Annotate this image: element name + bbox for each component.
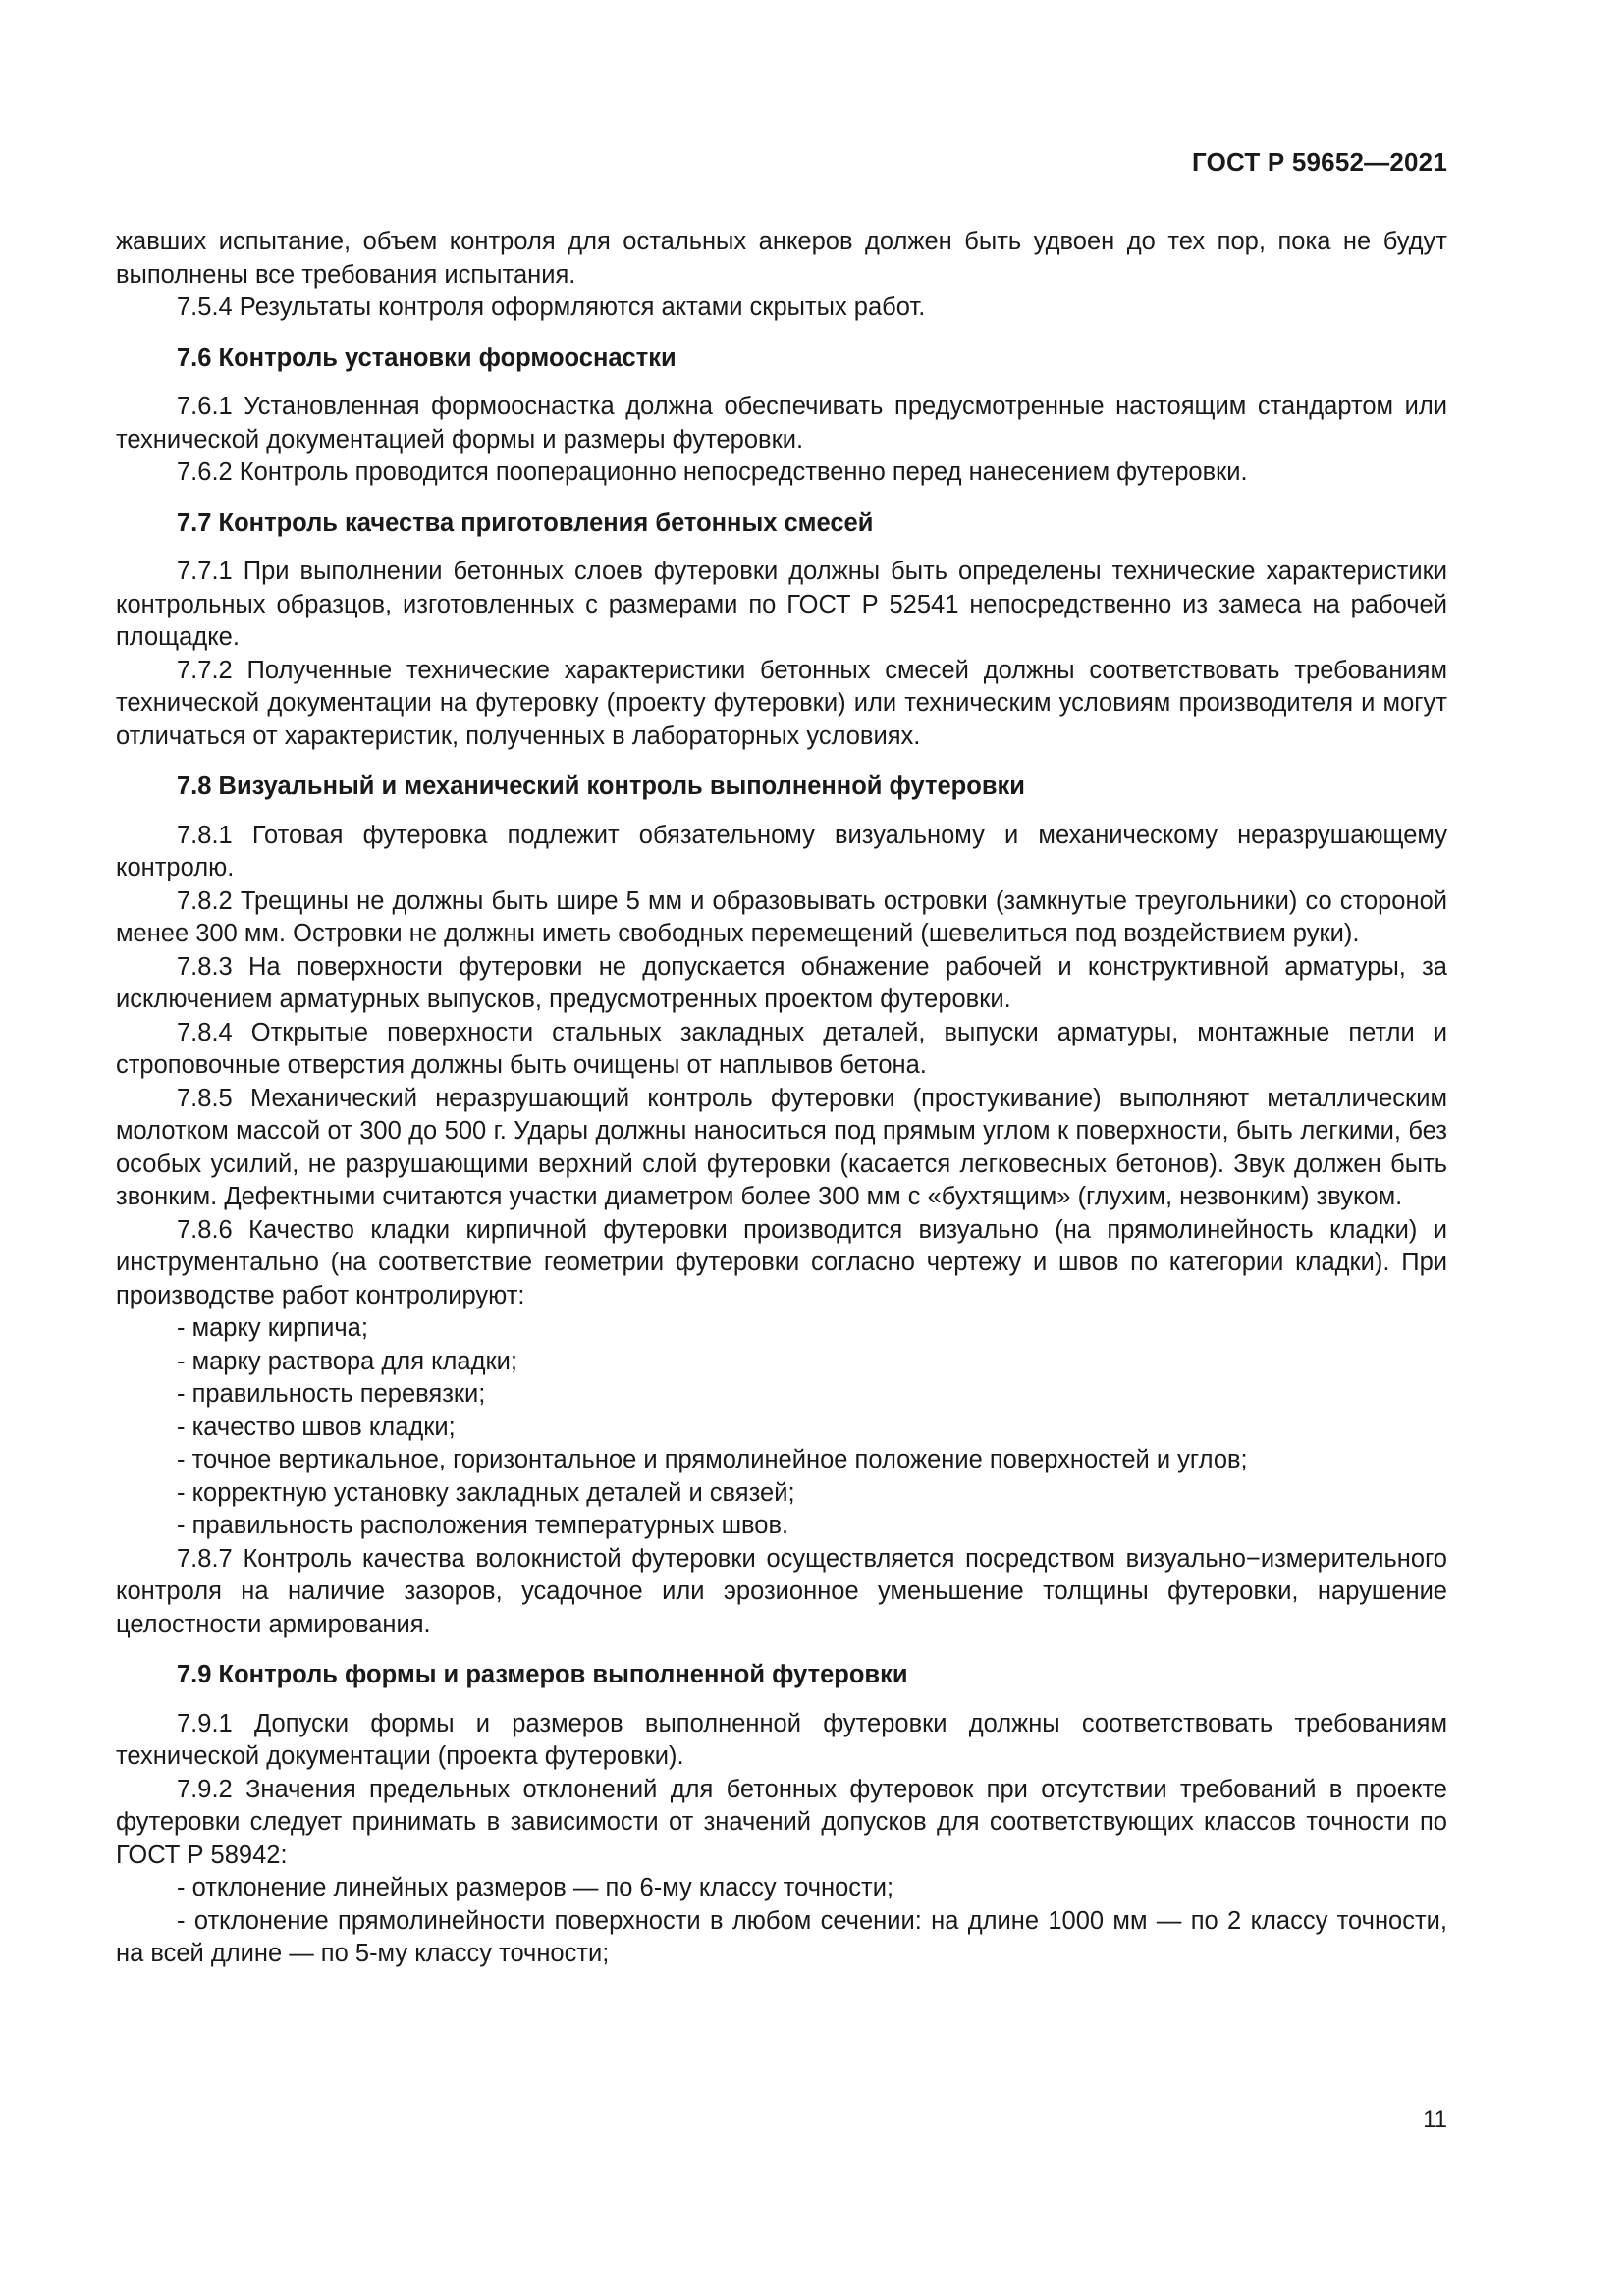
list-item: - правильность расположения температурных швов.	[177, 1512, 789, 1539]
paragraph: - отклонение прямолинейности поверхности в любом сечении: на длине 1000 мм — по 2 классу точности, на всей длине — по 5-му классу точности;	[116, 1906, 1447, 1967]
page-number: 11	[1423, 2107, 1447, 2133]
section-heading: 7.6 Контроль установки формооснастки	[177, 344, 677, 372]
section-heading: 7.9 Контроль формы и размеров выполненной футеровки	[177, 1661, 908, 1688]
document-header: ГОСТ Р 59652—2021	[1192, 147, 1447, 177]
paragraph: 7.8.7 Контроль качества волокнистой футеровки осуществляется посредством визуально−измерительного контроля на наличие зазоров, усадочное или эрозионное уменьшение толщины футеровки, нарушение целостности армирования.	[116, 1544, 1447, 1638]
paragraph: 7.9.1 Допуски формы и размеров выполненной футеровки должны соответствовать требованиям технической документации (проекта футеровки).	[116, 1709, 1447, 1770]
list-item: - марку раствора для кладки;	[177, 1347, 517, 1375]
paragraph: - отклонение линейных размеров — по 6-му классу точности;	[177, 1874, 894, 1901]
section-heading: 7.8 Визуальный и механический контроль выполненной футеровки	[177, 773, 1025, 800]
paragraph: 7.7.1 При выполнении бетонных слоев футеровки должны быть определены технические характеристики контрольных образцов, изготовленных с размерами по ГОСТ Р 52541 непосредственно из замеса на рабочей площадке.	[116, 558, 1447, 651]
paragraph: 7.9.2 Значения предельных отклонений для бетонных футеровок при отсутствии требований в проекте футеровки следует принимать в зависимости от значений допусков для соответствующих классов точности по ГОСТ Р 58942:	[116, 1775, 1447, 1869]
paragraph: 7.8.2 Трещины не должны быть шире 5 мм и образовывать островки (замкнутые треугольники) со стороной менее 300 мм. Островки не должны иметь свободных перемещений (шевелиться под воздействием руки).	[116, 886, 1447, 947]
list-item: - правильность перевязки;	[177, 1380, 486, 1408]
list-item: - качество швов кладки;	[177, 1413, 456, 1441]
paragraph: 7.6.1 Установленная формооснастка должна обеспечивать предусмотренные настоящим стандартом или технической документацией формы и размеры футеровки.	[116, 393, 1447, 454]
list-item: - точное вертикальное, горизонтальное и прямолинейное положение поверхностей и углов;	[177, 1446, 1248, 1473]
document-body	[116, 226, 1447, 1971]
paragraph: жавших испытание, объем контроля для остальных анкеров должен быть удвоен до тех пор, пока не будут выполнены все требования испытания.	[116, 228, 1447, 289]
paragraph: 7.8.1 Готовая футеровка подлежит обязательному визуальному и механическому неразрушающему контролю.	[116, 821, 1447, 881]
paragraph: 7.6.2 Контроль проводится пооперационно непосредственно перед нанесением футеровки.	[177, 458, 1248, 486]
paragraph: 7.8.6 Качество кладки кирпичной футеровки производится визуально (на прямолинейность кладки) и инструментально (на соответствие геометрии футеровки согласно чертежу и швов по категории кладки). При производстве работ контролируют:	[116, 1215, 1447, 1309]
paragraph: 7.5.4 Результаты контроля оформляются актами скрытых работ.	[177, 294, 926, 321]
paragraph: 7.8.4 Открытые поверхности стальных закладных деталей, выпуски арматуры, монтажные петли и строповочные отверстия должны быть очищены от наплывов бетона.	[116, 1018, 1447, 1079]
paragraph: 7.8.3 На поверхности футеровки не допускается обнажение рабочей и конструктивной арматуры, за исключением арматурных выпусков, предусмотренных проектом футеровки.	[116, 952, 1447, 1013]
list-item: - корректную установку закладных деталей и связей;	[177, 1478, 795, 1507]
paragraph: 7.7.2 Полученные технические характеристики бетонных смесей должны соответствовать требованиям технической документации на футеровку (проекту футеровки) или техническим условиям производителя и могут отличаться от характеристик, полученных в лабораторных условиях.	[116, 656, 1447, 750]
paragraph: 7.8.5 Механический неразрушающий контроль футеровки (простукивание) выполняют металлическим молотком массой от 300 до 500 г. Удары должны наноситься под прямым углом к поверхности, быть легкими, без особых усилий, не разрушающими верхний слой футеровки (касается легковесных бетонов). Звук должен быть звонким. Дефектными считаются участки диаметром более 300 мм с «бухтящим» (глухим, незвонким) звуком.	[116, 1084, 1447, 1210]
list-item: - марку кирпича;	[177, 1314, 368, 1342]
section-heading: 7.7 Контроль качества приготовления бетонных смесей	[177, 508, 874, 537]
